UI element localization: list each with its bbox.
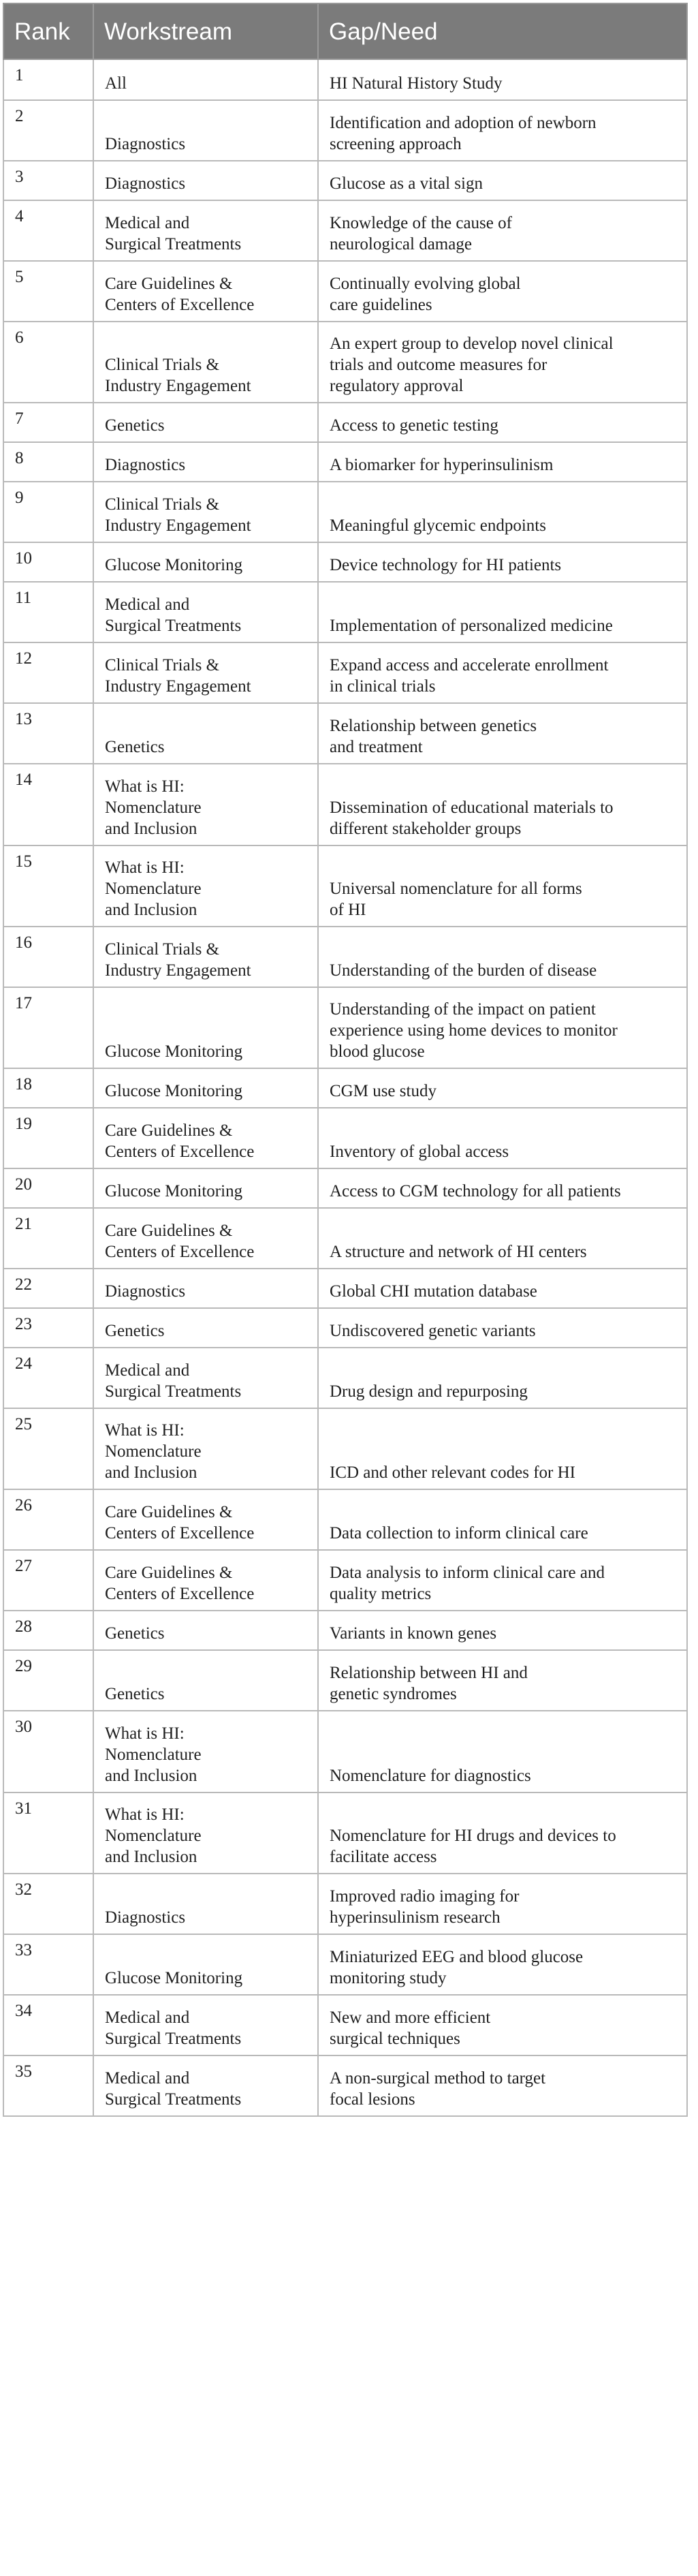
- workstream-cell: Diagnostics: [93, 1269, 318, 1308]
- rank-cell: 25: [3, 1408, 93, 1489]
- rank-cell: 8: [3, 442, 93, 482]
- rank-cell: 6: [3, 322, 93, 403]
- workstream-cell: Clinical Trials & Industry Engagement: [93, 322, 318, 403]
- gap-need-cell: Glucose as a vital sign: [318, 161, 687, 200]
- gap-need-cell: Access to CGM technology for all patients: [318, 1168, 687, 1208]
- workstream-cell: Diagnostics: [93, 161, 318, 200]
- workstream-cell: Care Guidelines & Centers of Excellence: [93, 1489, 318, 1550]
- gap-need-cell: Improved radio imaging for hyperinsulinism research: [318, 1874, 687, 1934]
- table-row: [3, 403, 687, 442]
- gap-need-cell: Nomenclature for diagnostics: [318, 1711, 687, 1793]
- table-row: [3, 703, 687, 764]
- table-row: [3, 1269, 687, 1308]
- rank-cell: 9: [3, 482, 93, 542]
- gap-need-cell: Variants in known genes: [318, 1611, 687, 1650]
- workstream-cell: Genetics: [93, 1650, 318, 1711]
- workstream-cell: Genetics: [93, 1611, 318, 1650]
- workstream-cell: Glucose Monitoring: [93, 1168, 318, 1208]
- gap-need-cell: Relationship between genetics and treatment: [318, 703, 687, 764]
- workstream-cell: Medical and Surgical Treatments: [93, 1995, 318, 2055]
- gap-need-cell: Relationship between HI and genetic syndromes: [318, 1650, 687, 1711]
- gap-need-cell: Identification and adoption of newborn screening approach: [318, 100, 687, 161]
- gap-need-cell: An expert group to develop novel clinical trials and outcome measures for regulatory approval: [318, 322, 687, 403]
- workstream-cell: Genetics: [93, 1308, 318, 1348]
- table-row: [3, 442, 687, 482]
- gap-need-cell: HI Natural History Study: [318, 59, 687, 100]
- gap-need-cell: ICD and other relevant codes for HI: [318, 1408, 687, 1489]
- header-rank: Rank: [3, 3, 93, 59]
- workstream-cell: Glucose Monitoring: [93, 1934, 318, 1995]
- gap-need-cell: Dissemination of educational materials to different stakeholder groups: [318, 764, 687, 845]
- rank-cell: 20: [3, 1168, 93, 1208]
- rank-cell: 10: [3, 542, 93, 582]
- table-row: [3, 100, 687, 161]
- table-body: [3, 59, 687, 2116]
- workstream-cell: Genetics: [93, 403, 318, 442]
- table-row: [3, 1308, 687, 1348]
- rank-cell: 17: [3, 987, 93, 1068]
- table-row: [3, 1995, 687, 2055]
- table-row: [3, 1108, 687, 1168]
- rank-cell: 35: [3, 2055, 93, 2116]
- table-row: [3, 642, 687, 703]
- table-row: [3, 1550, 687, 1611]
- table-row: [3, 1208, 687, 1269]
- gap-need-cell: Access to genetic testing: [318, 403, 687, 442]
- table-row: [3, 1874, 687, 1934]
- table-row: [3, 322, 687, 403]
- gap-need-cell: Data collection to inform clinical care: [318, 1489, 687, 1550]
- workstream-cell: Clinical Trials & Industry Engagement: [93, 642, 318, 703]
- table-row: [3, 1489, 687, 1550]
- table-row: [3, 582, 687, 642]
- table-row: [3, 1068, 687, 1108]
- table-row: [3, 161, 687, 200]
- rank-cell: 26: [3, 1489, 93, 1550]
- gap-need-cell: Data analysis to inform clinical care and quality metrics: [318, 1550, 687, 1611]
- rank-cell: 15: [3, 845, 93, 927]
- gap-need-cell: Implementation of personalized medicine: [318, 582, 687, 642]
- gap-need-table: [3, 3, 688, 2117]
- gap-need-cell: New and more efficient surgical techniques: [318, 1995, 687, 2055]
- rank-cell: 31: [3, 1793, 93, 1874]
- gap-need-cell: Knowledge of the cause of neurological damage: [318, 200, 687, 261]
- table-row: [3, 927, 687, 987]
- workstream-cell: What is HI: Nomenclature and Inclusion: [93, 1408, 318, 1489]
- gap-need-cell: Device technology for HI patients: [318, 542, 687, 582]
- gap-need-cell: A biomarker for hyperinsulinism: [318, 442, 687, 482]
- gap-need-cell: Drug design and repurposing: [318, 1348, 687, 1408]
- workstream-cell: Genetics: [93, 703, 318, 764]
- table-row: [3, 542, 687, 582]
- rank-cell: 19: [3, 1108, 93, 1168]
- workstream-cell: Glucose Monitoring: [93, 987, 318, 1068]
- workstream-cell: All: [93, 59, 318, 100]
- rank-cell: 28: [3, 1611, 93, 1650]
- table-row: [3, 1650, 687, 1711]
- workstream-cell: Diagnostics: [93, 100, 318, 161]
- rank-cell: 18: [3, 1068, 93, 1108]
- workstream-cell: What is HI: Nomenclature and Inclusion: [93, 764, 318, 845]
- rank-cell: 24: [3, 1348, 93, 1408]
- workstream-cell: Diagnostics: [93, 442, 318, 482]
- gap-need-cell: Undiscovered genetic variants: [318, 1308, 687, 1348]
- workstream-cell: Glucose Monitoring: [93, 542, 318, 582]
- rank-cell: 23: [3, 1308, 93, 1348]
- rank-cell: 12: [3, 642, 93, 703]
- rank-cell: 29: [3, 1650, 93, 1711]
- workstream-cell: What is HI: Nomenclature and Inclusion: [93, 1793, 318, 1874]
- table-row: [3, 482, 687, 542]
- rank-cell: 1: [3, 59, 93, 100]
- table-row: [3, 2055, 687, 2116]
- workstream-cell: Medical and Surgical Treatments: [93, 582, 318, 642]
- table-row: [3, 1711, 687, 1793]
- table-row: [3, 1168, 687, 1208]
- gap-need-cell: Understanding of the burden of disease: [318, 927, 687, 987]
- rank-cell: 30: [3, 1711, 93, 1793]
- workstream-cell: What is HI: Nomenclature and Inclusion: [93, 845, 318, 927]
- gap-need-cell: Nomenclature for HI drugs and devices to facilitate access: [318, 1793, 687, 1874]
- gap-need-cell: Expand access and accelerate enrollment in clinical trials: [318, 642, 687, 703]
- table-row: [3, 1793, 687, 1874]
- workstream-cell: Care Guidelines & Centers of Excellence: [93, 1208, 318, 1269]
- gap-need-cell: CGM use study: [318, 1068, 687, 1108]
- table-row: [3, 1934, 687, 1995]
- rank-cell: 33: [3, 1934, 93, 1995]
- rank-cell: 22: [3, 1269, 93, 1308]
- workstream-cell: What is HI: Nomenclature and Inclusion: [93, 1711, 318, 1793]
- table-row: [3, 987, 687, 1068]
- rank-cell: 5: [3, 261, 93, 322]
- gap-need-cell: A structure and network of HI centers: [318, 1208, 687, 1269]
- gap-need-cell: Inventory of global access: [318, 1108, 687, 1168]
- workstream-cell: Medical and Surgical Treatments: [93, 2055, 318, 2116]
- table-row: [3, 1348, 687, 1408]
- workstream-cell: Care Guidelines & Centers of Excellence: [93, 1550, 318, 1611]
- rank-cell: 21: [3, 1208, 93, 1269]
- table-row: [3, 261, 687, 322]
- workstream-cell: Diagnostics: [93, 1874, 318, 1934]
- rank-cell: 27: [3, 1550, 93, 1611]
- table-row: [3, 200, 687, 261]
- header-gap-need: Gap/Need: [318, 3, 687, 59]
- rank-cell: 34: [3, 1995, 93, 2055]
- workstream-cell: Glucose Monitoring: [93, 1068, 318, 1108]
- workstream-cell: Medical and Surgical Treatments: [93, 1348, 318, 1408]
- table-row: [3, 845, 687, 927]
- rank-cell: 3: [3, 161, 93, 200]
- workstream-cell: Medical and Surgical Treatments: [93, 200, 318, 261]
- rank-cell: 16: [3, 927, 93, 987]
- gap-need-cell: Continually evolving global care guidelines: [318, 261, 687, 322]
- table-row: [3, 1408, 687, 1489]
- table-row: [3, 1611, 687, 1650]
- workstream-cell: Clinical Trials & Industry Engagement: [93, 482, 318, 542]
- table-header: [3, 3, 687, 59]
- rank-cell: 14: [3, 764, 93, 845]
- table-row: [3, 764, 687, 845]
- rank-cell: 2: [3, 100, 93, 161]
- workstream-cell: Care Guidelines & Centers of Excellence: [93, 261, 318, 322]
- header-row: [3, 3, 687, 59]
- gap-need-cell: Miniaturized EEG and blood glucose monitoring study: [318, 1934, 687, 1995]
- rank-cell: 13: [3, 703, 93, 764]
- rank-cell: 4: [3, 200, 93, 261]
- gap-need-cell: Meaningful glycemic endpoints: [318, 482, 687, 542]
- gap-need-cell: Universal nomenclature for all forms of HI: [318, 845, 687, 927]
- workstream-cell: Clinical Trials & Industry Engagement: [93, 927, 318, 987]
- header-workstream: Workstream: [93, 3, 318, 59]
- gap-need-cell: Global CHI mutation database: [318, 1269, 687, 1308]
- rank-cell: 7: [3, 403, 93, 442]
- rank-cell: 11: [3, 582, 93, 642]
- gap-need-cell: A non-surgical method to target focal lesions: [318, 2055, 687, 2116]
- rank-cell: 32: [3, 1874, 93, 1934]
- gap-need-cell: Understanding of the impact on patient experience using home devices to monitor blood glucose: [318, 987, 687, 1068]
- workstream-cell: Care Guidelines & Centers of Excellence: [93, 1108, 318, 1168]
- table-row: [3, 59, 687, 100]
